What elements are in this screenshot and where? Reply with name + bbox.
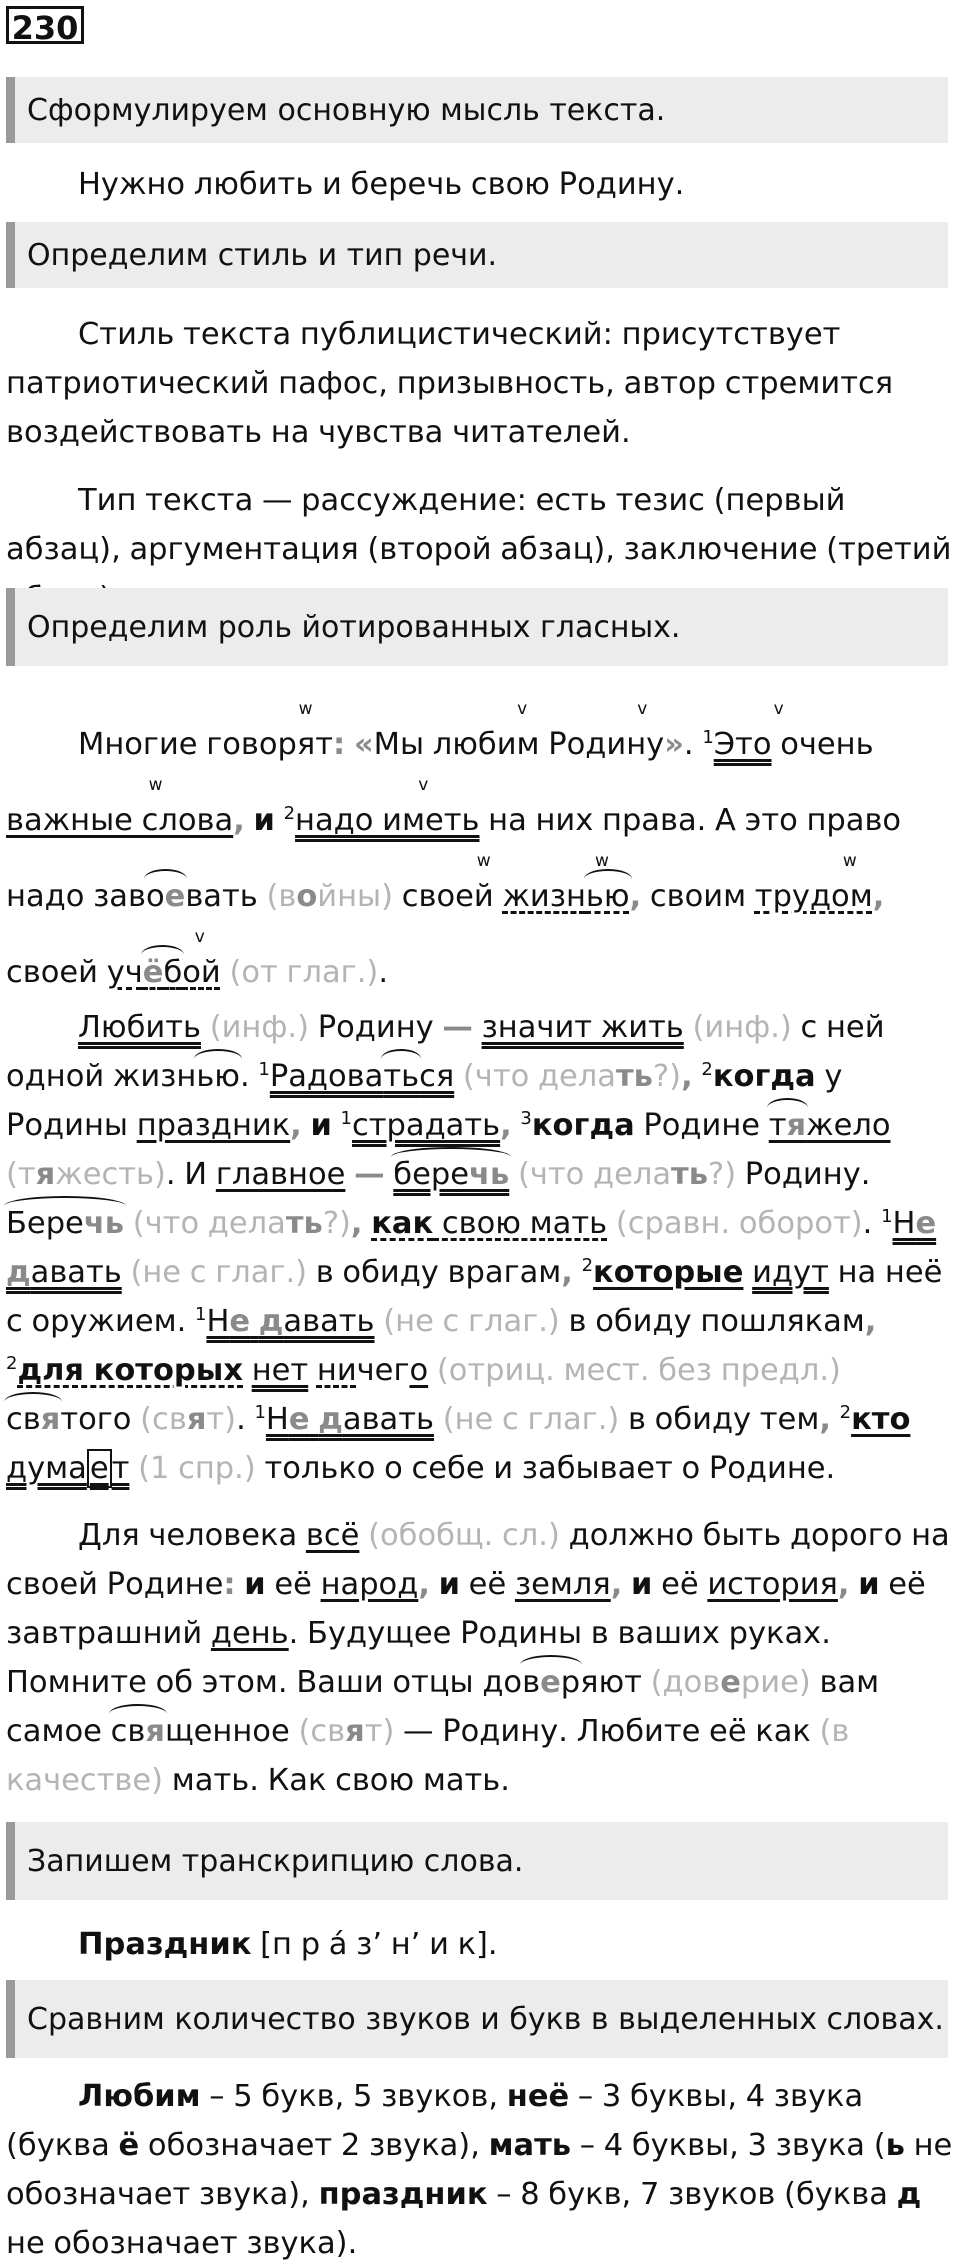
section-header-transcription: Запишем транскрипцию слова. bbox=[6, 1822, 948, 1900]
comparison-paragraph: Любим – 5 букв, 5 звуков, неё – 3 буквы, 4 звука (буква ё обозначает 2 звука), мать – 4 буквы, 3 звука (ь не обозначает звука), праздник – 8 букв, 7 звуков (буква д не обозначает звука). bbox=[6, 2079, 953, 2261]
type-paragraph: Тип текста — рассуждение: есть тезис (первый абзац), аргументация (второй абзац), заключение (третий bbox=[6, 483, 952, 567]
main-idea-text: Нужно любить и беречь свою Родину. bbox=[78, 167, 685, 202]
analyzed-paragraph-2: Любить (инф.) Родину — значит жить (инф.) с ней одной жизнью. $^1$Радоваться (что делать?), $^2$когда у Родины праздник, и $^1$страдать, $^3$когда Родине тяжело (тяжесть). И главное — беречь (что делать?) Родину. Беречь (что делать?), как свою мать (сравн. оборот). $^1$Не давать (не с глаг.) в обиду врагам, $^2$которые идут на неё с оружием. $^1$Не давать (не с глаг.) в обиду пошлякам, $^2$для которых нет ничего (отриц. мест. без предл.) святого (свят). $^1$Не давать (не с глаг.) в обиду тем, $^2$кто думает (1 спр.) только о себе и забывает о Родине. bbox=[6, 1010, 943, 1486]
transcription-value: [п р а́ з’ н’ и к]. bbox=[260, 1927, 498, 1962]
analyzed-paragraph-3: Для человека всё (обобщ. сл.) должно быть дорого на своей Родине: и её народ, и её земля, и её история, и её завтрашний день. Будущее Родины в ваших руках. Помните об этом. Ваши отцы доверяют (доверие) вам самое священное (свят) — Родину. Любите её как (в качестве) мать. Как свою мать. bbox=[6, 1518, 950, 1798]
section-header-style: Определим стиль и тип речи. bbox=[6, 222, 948, 288]
section-header-main-idea: Сформулируем основную мысль текста. bbox=[6, 77, 948, 143]
style-paragraph: Стиль текста публицистический: присутствует патриотический пафос, призывность, автор стремится воздействовать на чувства читателей. bbox=[6, 317, 894, 450]
analyzed-paragraph-1: Многие w говорят: «Мы v любим v Родину». $^1$v Это очень w важные слова, и $^2$v надо иметь на них права. А это право надо завоевать (войны) w своей w жизнью, своим w трудом, своей v учёбой (от глаг.). bbox=[6, 707, 956, 1011]
section-header-comparison: Сравним количество звуков и букв в выделенных словах. bbox=[6, 1980, 948, 2058]
transcription-line bbox=[6, 1920, 956, 1969]
transcription-word: Праздник bbox=[78, 1927, 252, 1962]
exercise-number: 230 bbox=[6, 6, 84, 44]
section-header-iotated-vowels: Определим роль йотированных гласных. bbox=[6, 588, 948, 666]
